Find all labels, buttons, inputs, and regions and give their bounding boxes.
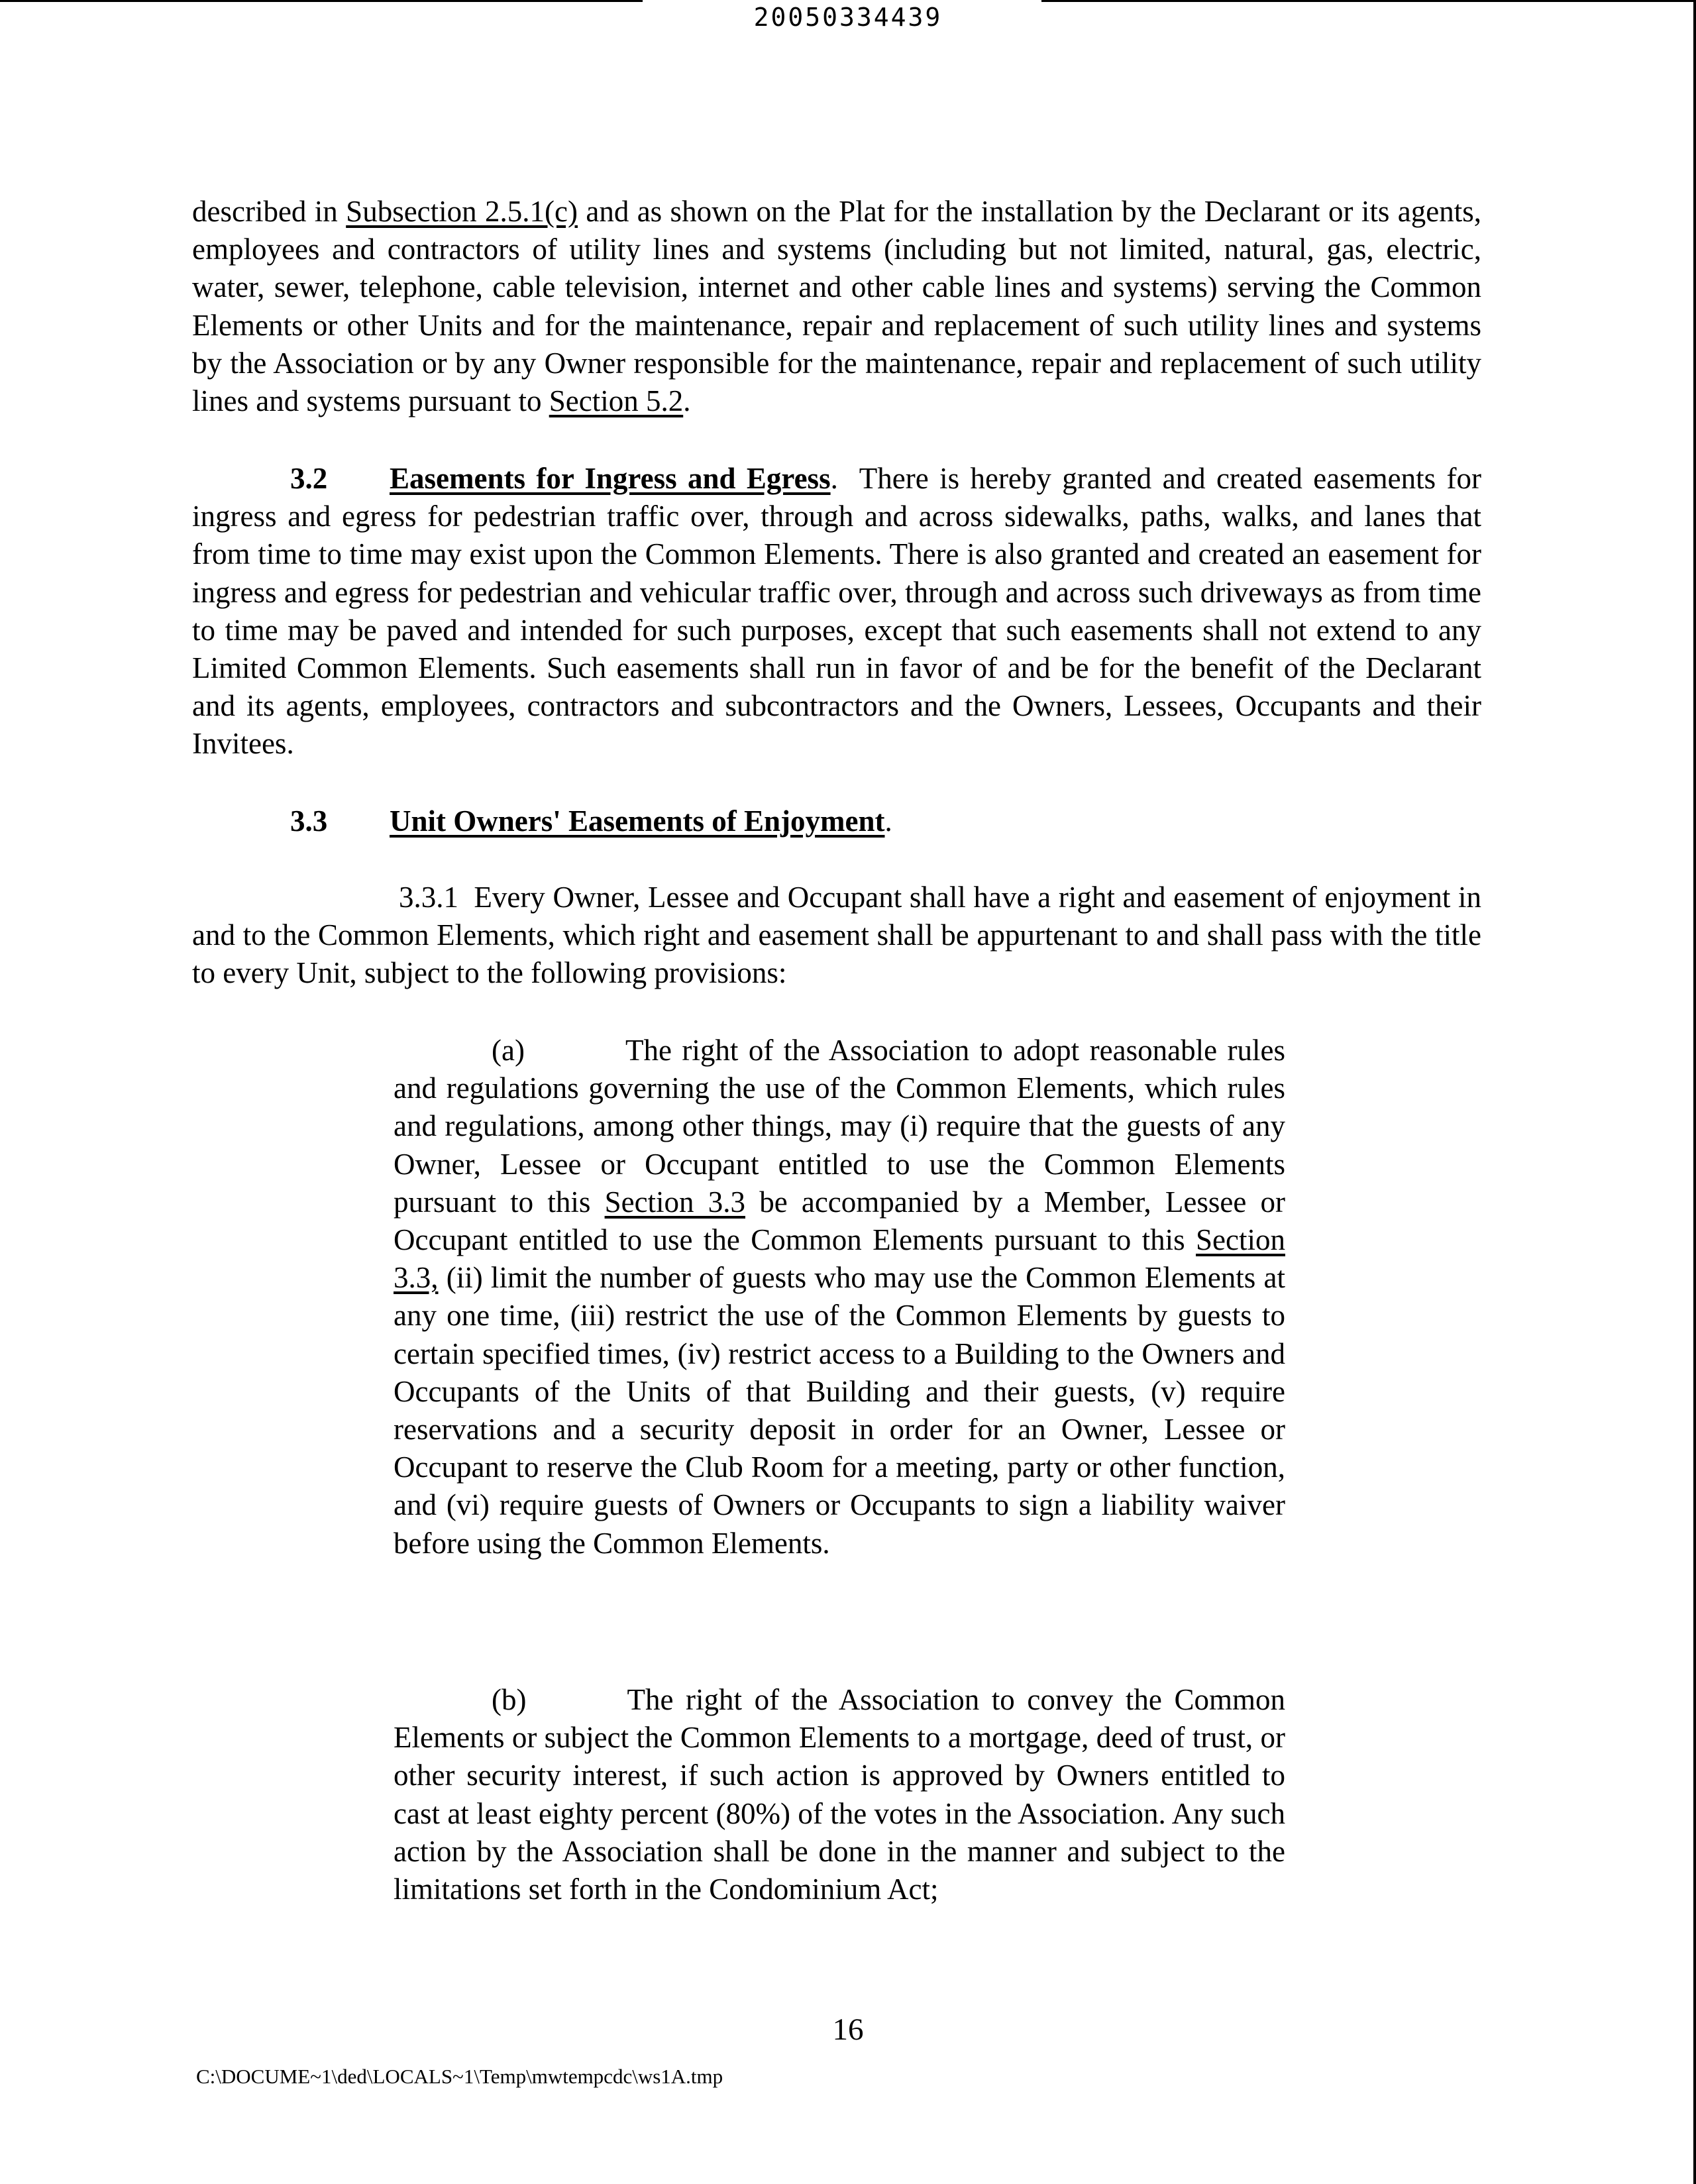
subsection-body: Every Owner, Lessee and Occupant shall have a right and easement of enjoyment in and to the Common Elements, which right and easement shall be appurtenant to and shall pass with the title to every Unit, subject to the following provisions:: [192, 881, 1482, 990]
section-number: 3.3: [290, 804, 328, 838]
page-number: 16: [832, 2012, 864, 2047]
provision-label: (a): [492, 1034, 525, 1067]
provision-label: (b): [492, 1683, 527, 1716]
section-number: 3.2: [290, 462, 328, 495]
section-heading: Unit Owners' Easements of Enjoyment: [390, 804, 885, 838]
section-ref: Section 3.3,: [394, 1223, 1285, 1295]
section-3-2: [192, 460, 1481, 763]
section-3-3-1: [192, 879, 1481, 993]
provision-text-1: The right of the Association to adopt reasonable rules and regulations governing the use of the Common Elements, which rules and regulations, among other things, may (i) require that the guests of any Owner, Lessee or Occupant entitled to use the Common Elements pursuant to this: [394, 1034, 1285, 1219]
text-middle: and as shown on the Plat for the installation by the Declarant or its agents, employees and contractors of utility lines and systems (including but not limited, natural, gas, electric, water, sewer, telephone, cable television, internet and other cable lines and systems) serving the Common Elements or other Units and for the maintenance, repair and replacement of such utility lines and systems by the Association or by any Owner responsible for the maintenance, repair and replacement of such utility lines and systems pursuant to: [192, 195, 1482, 418]
top-border-left: [0, 0, 643, 2]
provision-a: [394, 1032, 1285, 1562]
section-3-3: [192, 802, 1481, 840]
section-body: There is hereby granted and created easements for ingress and egress for pedestrian traffic over, through and across sidewalks, paths, walks, and lanes that from time to time may exist upon the Common Elements. There is also granted and created an easement for ingress and egress for pedestrian and vehicular traffic over, through and across such driveways as from time to time may be paved and intended for such purposes, except that such easements shall not extend to any Limited Common Elements. Such easements shall run in favor of and be for the benefit of the Declarant and its agents, employees, contractors and subcontractors and the Owners, Lessees, Occupants and their Invitees.: [192, 462, 1481, 761]
subsection-ref: Subsection 2.5.1(c): [346, 195, 578, 228]
provision-b: [394, 1681, 1285, 1908]
section-ref: Section 3.3: [604, 1185, 745, 1219]
record-number: 20050334439: [753, 3, 943, 32]
right-scan-edge: [1693, 0, 1696, 2184]
continued-paragraph: [192, 193, 1481, 420]
provision-text-3: (ii) limit the number of guests who may use the Common Elements at any one time, (iii) restrict the use of the Common Elements by guests to certain specified times, (iv) restrict access to a Building to the Owners and Occupants of the Units of that Building and their guests, (v) require reservations and a security deposit in order for an Owner, Lessee or Occupant to reserve the Club Room for a meeting, party or other function, and (vi) require guests of Owners or Occupants to sign a liability waiver before using the Common Elements.: [394, 1261, 1285, 1560]
text-after: .: [683, 384, 691, 418]
text-before: described in: [192, 195, 346, 228]
provision-text-2: be accompanied by a Member, Lessee or Occupant entitled to use the Common Elements pursuant to this: [394, 1185, 1285, 1257]
file-path: C:\DOCUME~1\ded\LOCALS~1\Temp\mwtempcdc\ws1A.tmp: [196, 2065, 723, 2088]
top-border-right: [1041, 0, 1696, 2]
provision-text: The right of the Association to convey the Common Elements or subject the Common Elements to a mortgage, deed of trust, or other security interest, if such action is approved by Owners entitled to cast at least eighty percent (80%) of the votes in the Association. Any such action by the Association shall be done in the manner and subject to the limitations set forth in the Condominium Act;: [394, 1683, 1285, 1906]
section-ref: Section 5.2: [549, 384, 684, 418]
section-heading: Easements for Ingress and Egress: [390, 462, 831, 495]
heading-punct: .: [830, 462, 838, 495]
heading-punct: .: [884, 804, 892, 838]
subsection-number: 3.3.1: [399, 881, 458, 914]
